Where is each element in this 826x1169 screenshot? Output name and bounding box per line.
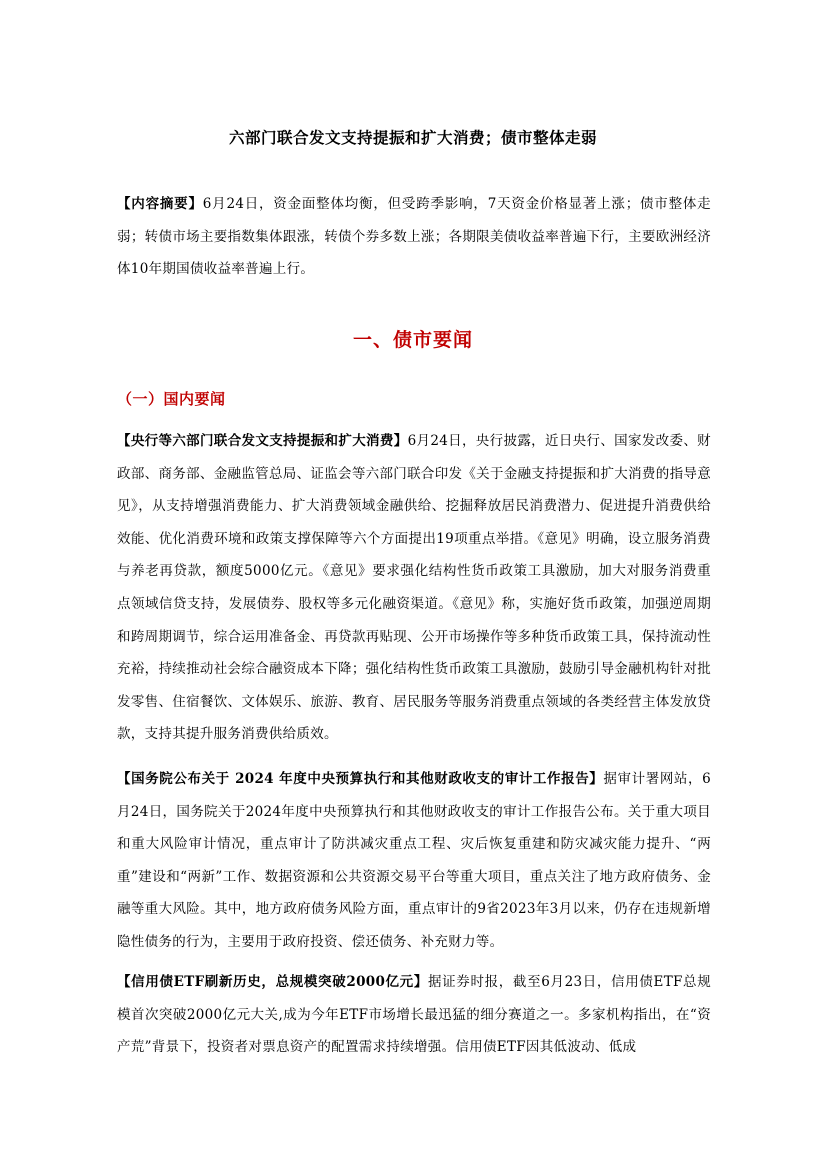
section-heading: 一、债市要闻 <box>352 329 473 351</box>
summary-label: 【内容摘要】 <box>117 196 203 212</box>
news-body: 据证券时报，截至6月23日，信用债ETF总规模首次突破2000亿元大关,成为今年ETF市场增长最迅猛的细分赛道之一。多家机构指出，在“资产荒”背景下，投资者对票息资产的配置需求持续增强。信用债ETF因其低波动、低成 <box>117 974 712 1056</box>
news-body: 据审计署网站，6月24日，国务院关于2024年度中央预算执行和其他财政收支的审计工作报告公布。关于重大项目和重大风险审计情况，重点审计了防洪减灾重点工程、灾后恢复重建和防灾减灾能力提升、“两重”建设和“两新”工作、数据资源和公共资源交易平台等重大项目，重点关注了地方政府债务、金融等重大风险。其中，地方政府债务风险方面，重点审计的9省2023年3月以来，仍存在违规新增隐性债务的行为，主要用于政府投资、偿还债务、补充财力等。 <box>117 771 711 950</box>
document-title: 六部门联合发文支持提振和扩大消费；债市整体走弱 <box>228 128 597 147</box>
news-item <box>117 966 711 1064</box>
news-headline: 【信用债ETF刷新历史，总规模突破2000亿元】 <box>117 974 428 990</box>
news-headline: 【国务院公布关于 2024 年度中央预算执行和其他财政收支的审计工作报告】 <box>117 771 604 787</box>
summary-text: 6月24日，资金面整体均衡，但受跨季影响，7天资金价格显著上涨；债市整体走弱；转债市场主要指数集体跟涨，转债个券多数上涨；各期限美债收益率普遍下行，主要欧洲经济体10年期国债收益率普遍上行。 <box>117 196 711 278</box>
subsection-heading: （一）国内要闻 <box>117 390 226 408</box>
news-headline: 【央行等六部门联合发文支持提振和扩大消费】 <box>117 433 408 449</box>
news-item <box>117 425 711 751</box>
summary-paragraph <box>117 188 711 286</box>
news-item <box>117 763 711 959</box>
news-body: 6月24日，央行披露，近日央行、国家发改委、财政部、商务部、金融监管总局、证监会等六部门联合印发《关于金融支持提振和扩大消费的指导意见》，从支持增强消费能力、扩大消费领域金融供给、挖掘释放居民消费潜力、促进提升消费供给效能、优化消费环境和政策支撑保障等六个方面提出19项重点举措。《意见》明确，设立服务消费与养老再贷款，额度5000亿元。《意见》要求强化结构性货币政策工具激励，加大对服务消费重点领域信贷支持，发展债券、股权等多元化融资渠道。《意见》称，实施好货币政策，加强逆周期和跨周期调节，综合运用准备金、再贷款再贴现、公开市场操作等多种货币政策工具，保持流动性充裕，持续推动社会综合融资成本下降；强化结构性货币政策工具激励，鼓励引导金融机构针对批发零售、住宿餐饮、文体娱乐、旅游、教育、居民服务等服务消费重点领域的各类经营主体发放贷款，支持其提升服务消费供给质效。 <box>117 433 711 743</box>
